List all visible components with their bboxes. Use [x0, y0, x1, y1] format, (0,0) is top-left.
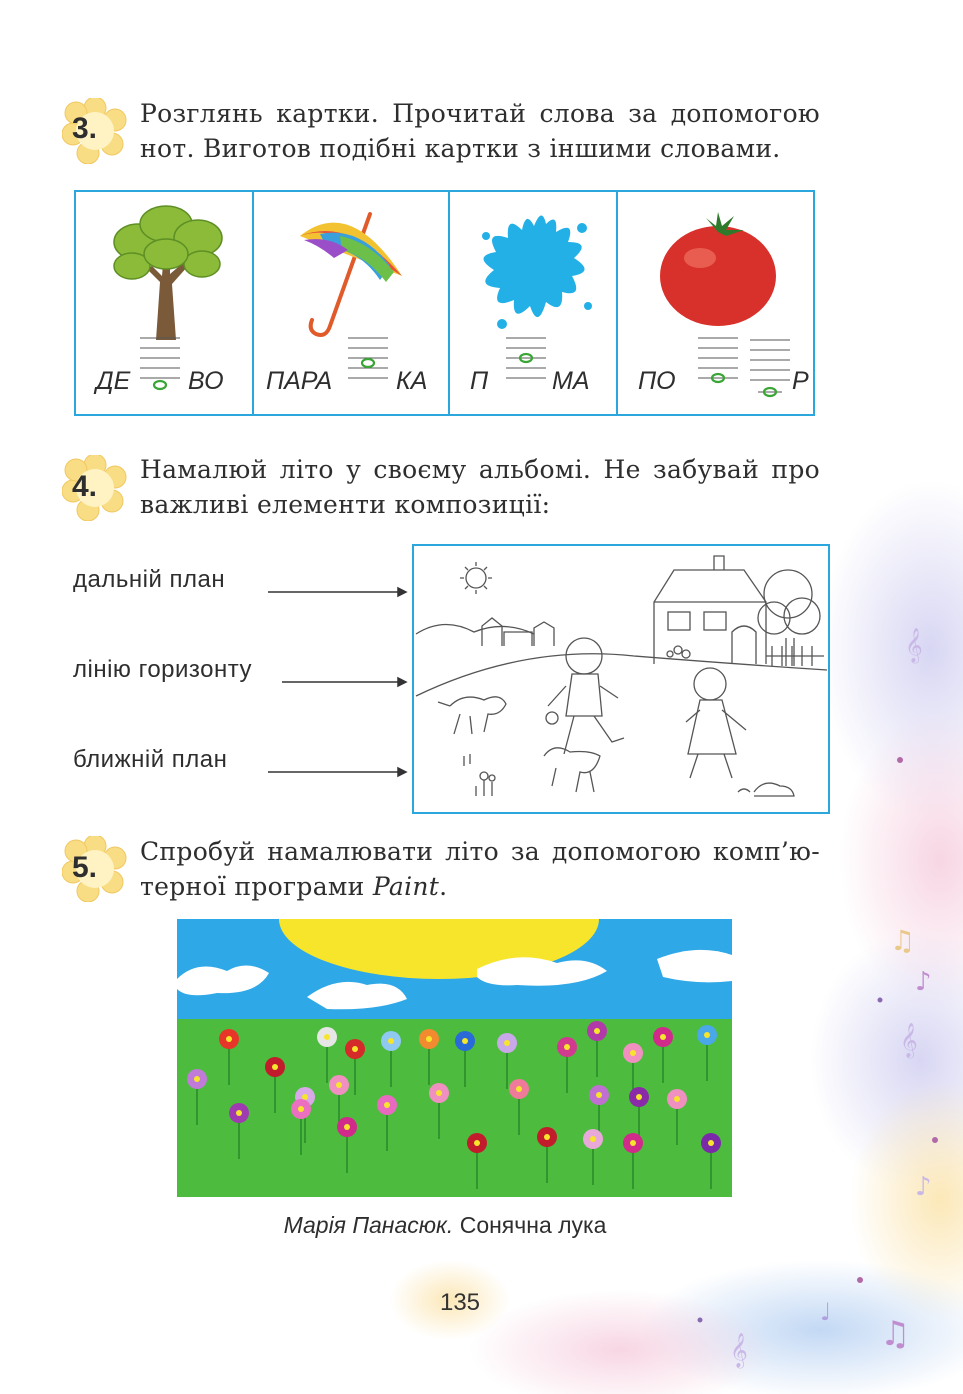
flower-center: [436, 1090, 442, 1096]
task-4-line-2: важливі елементи композиції:: [140, 490, 551, 519]
flower-center: [660, 1034, 666, 1040]
summer-scene-outline: [412, 544, 830, 814]
flower-center: [236, 1110, 242, 1116]
svg-text:𝄞: 𝄞: [900, 1023, 918, 1058]
music-staff-mi: [696, 334, 740, 394]
artwork-author: Марія Панасюк.: [283, 1212, 454, 1238]
flower-center: [594, 1028, 600, 1034]
music-staff-do: [748, 336, 792, 404]
task-5-text: [140, 834, 820, 904]
music-staff-re: [138, 334, 182, 394]
flower-center: [708, 1140, 714, 1146]
card-3-syllable-1: П: [470, 367, 489, 395]
flower-center: [544, 1134, 550, 1140]
tree-icon: [106, 202, 226, 340]
flower-center: [630, 1050, 636, 1056]
card-4-syllable-2: Р: [792, 367, 809, 395]
card-2-syllable-2: КА: [396, 367, 428, 395]
card-4-syllable-1: ПО: [638, 367, 676, 395]
paint-program-name: Paint: [372, 872, 440, 901]
flower-center: [704, 1032, 710, 1038]
music-staff-la: [504, 334, 548, 394]
music-staff-sol: [346, 334, 390, 394]
svg-text:𝄞: 𝄞: [730, 1333, 748, 1368]
flower-center: [226, 1036, 232, 1042]
task-5-line-1: Спробуй намалювати літо за допомогою комп’ю-: [140, 837, 820, 866]
label-horizon-line: лінію горизонту: [73, 656, 253, 683]
flower-center: [336, 1082, 342, 1088]
card-2-syllable-1: ПАРА: [266, 367, 333, 395]
artwork-title: Сонячна лука: [459, 1212, 607, 1238]
card-3-syllable-2: МА: [552, 367, 590, 395]
flower-center: [462, 1038, 468, 1044]
card-tree: [76, 192, 252, 414]
flower-center: [298, 1106, 304, 1112]
painting-illustration: [177, 919, 732, 1197]
svg-text:♩: ♩: [820, 1298, 832, 1326]
label-far-plan: дальній план: [73, 566, 226, 593]
tomato-icon: [656, 208, 780, 330]
label-near-plan: ближній план: [73, 746, 228, 773]
card-1-syllable-2: ВО: [188, 367, 224, 395]
arrows: [260, 580, 410, 780]
task-3-line-1: Розглянь картки. Прочитай слова за допомогою: [140, 99, 820, 128]
task-number-4: 4.: [72, 470, 98, 503]
svg-text:♪: ♪: [915, 967, 932, 997]
task-4-line-1: Намалюй літо у своєму альбомі. Не забувай про: [140, 455, 820, 484]
task-number-5: 5.: [72, 851, 98, 884]
flower-center: [504, 1040, 510, 1046]
flower-center: [272, 1064, 278, 1070]
flower-center: [564, 1044, 570, 1050]
task-4-text: [140, 452, 820, 522]
flower-center: [516, 1086, 522, 1092]
svg-text:𝄞: 𝄞: [905, 628, 923, 663]
note-word-cards: [74, 190, 815, 416]
task-5-line-2: терної програми Paint.: [140, 872, 448, 901]
flower-center: [674, 1096, 680, 1102]
flower-center: [194, 1076, 200, 1082]
flower-center: [352, 1046, 358, 1052]
blot-icon: [472, 206, 596, 334]
flower-center: [596, 1092, 602, 1098]
flower-center: [630, 1140, 636, 1146]
flower-center: [590, 1136, 596, 1142]
card-1-syllable-1: ДЕ: [96, 367, 131, 395]
task-3-text: [140, 96, 820, 166]
flower-center: [344, 1124, 350, 1130]
flower-center: [636, 1094, 642, 1100]
task-3-line-2: нот. Виготов подібні картки з іншими словами.: [140, 134, 781, 163]
card-blot: [448, 192, 616, 414]
flower-center: [384, 1102, 390, 1108]
flower-center: [426, 1036, 432, 1042]
card-umbrella: [252, 192, 448, 414]
flower-center: [324, 1034, 330, 1040]
card-tomato: [616, 192, 813, 414]
flower-center: [388, 1038, 394, 1044]
svg-text:♫: ♫: [880, 1314, 911, 1354]
painting-caption: [0, 1212, 890, 1239]
coloring-scene-illustration: [414, 546, 827, 811]
flower-center: [474, 1140, 480, 1146]
page-number: 135: [439, 1289, 481, 1316]
svg-text:♪: ♪: [915, 1172, 932, 1202]
umbrella-icon: [290, 206, 410, 342]
flower-center: [302, 1094, 308, 1100]
task-number-3: 3.: [72, 112, 98, 145]
sunny-meadow-painting: [177, 919, 732, 1197]
svg-text:♫: ♫: [890, 924, 916, 957]
